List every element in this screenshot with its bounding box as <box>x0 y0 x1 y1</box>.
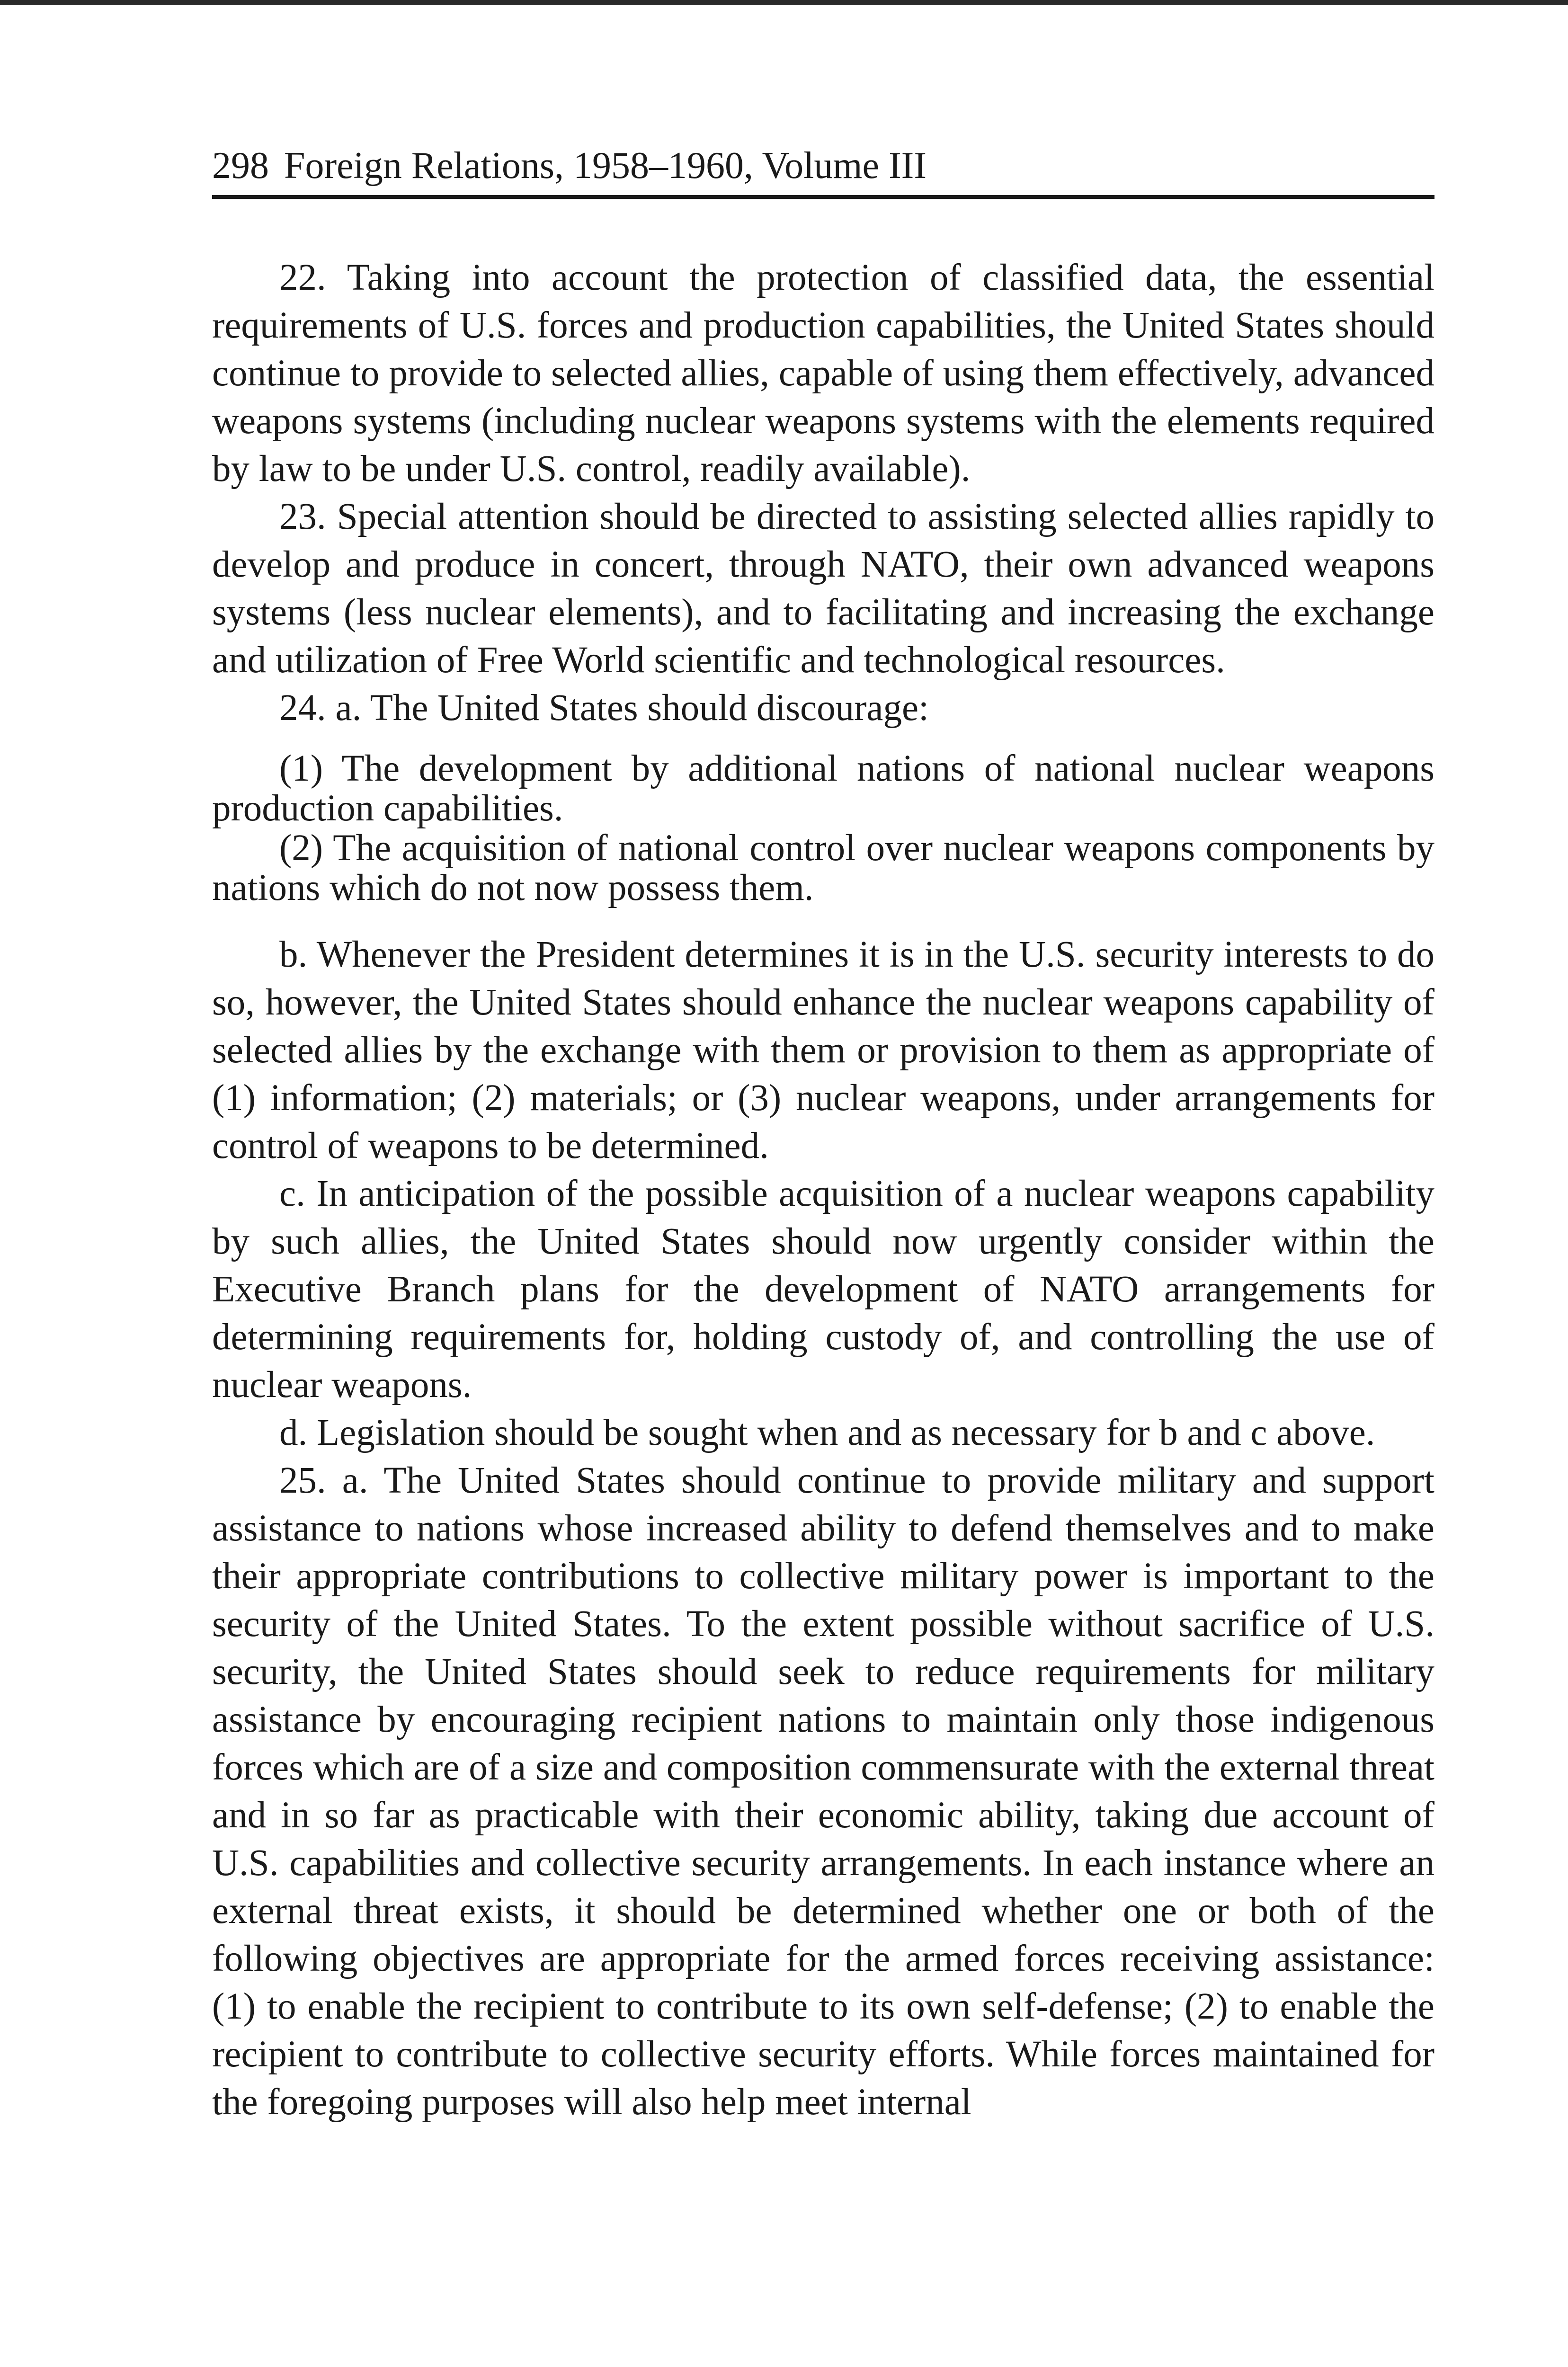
paragraph-24a: 24. a. The United States should discourage: <box>279 687 929 729</box>
document-page <box>212 142 1434 2126</box>
body-text <box>212 254 1434 2126</box>
paragraph-24a-1: (1) The development by additional nations of national nuclear weapons production capabilities. <box>212 748 1434 829</box>
paragraph-22: 22. Taking into account the protection of classified data, the essential requirements of U.S. forces and production capabilities, the United States should continue to provide to selected allies, capable of using them effectively, advanced weapons systems (including nuclear weapons systems with the elements required by law to be under U.S. control, readily available). <box>212 257 1434 489</box>
paragraph-24a-2: (2) The acquisition of national control over nuclear weapons components by nations which do not now possess them. <box>212 828 1434 908</box>
page-top-edge <box>0 0 1568 5</box>
page-number: 298 <box>212 145 269 187</box>
running-title: Foreign Relations, 1958–1960, Volume III <box>284 145 927 187</box>
running-header <box>212 142 1434 199</box>
paragraph-24d: d. Legislation should be sought when and as necessary for b and c above. <box>279 1412 1375 1453</box>
paragraph-23: 23. Special attention should be directed to assisting selected allies rapidly to develop and produce in concert, through NATO, their own advanced weapons systems (less nuclear elements), and to facilitating and increasing the exchange and utilization of Free World scientific and technological resources. <box>212 496 1434 681</box>
paragraph-24b: b. Whenever the President determines it is in the U.S. security interests to do so, however, the United States should enhance the nuclear weapons capability of selected allies by the exchange with them or provision to them as appropriate of (1) information; (2) materials; or (3) nuclear weapons, under arrangements for control of weapons to be determined. <box>212 934 1434 1166</box>
paragraph-25a: 25. a. The United States should continue to provide military and support assistance to nations whose increased ability to defend themselves and to make their appropriate contributions to collective military power is important to the security of the United States. To the extent possible without sacrifice of U.S. security, the United States should seek to reduce requirements for military assistance by encouraging recipient nations to maintain only those indigenous forces which are of a size and composition commensurate with the external threat and in so far as practicable with their economic ability, taking due account of U.S. capabilities and collective security arrangements. In each instance where an external threat exists, it should be determined whether one or both of the following objectives are appropriate for the armed forces receiving assistance: (1) to enable the recipient to contribute to its own self-defense; (2) to enable the recipient to contribute to collective security efforts. While forces maintained for the foregoing purposes will also help meet internal <box>212 1460 1434 2123</box>
paragraph-24c: c. In anticipation of the possible acquisition of a nuclear weapons capability by such allies, the United States should now urgently consider within the Executive Branch plans for the development of NATO arrangements for determining requirements for, holding custody of, and controlling the use of nuclear weapons. <box>212 1173 1434 1406</box>
